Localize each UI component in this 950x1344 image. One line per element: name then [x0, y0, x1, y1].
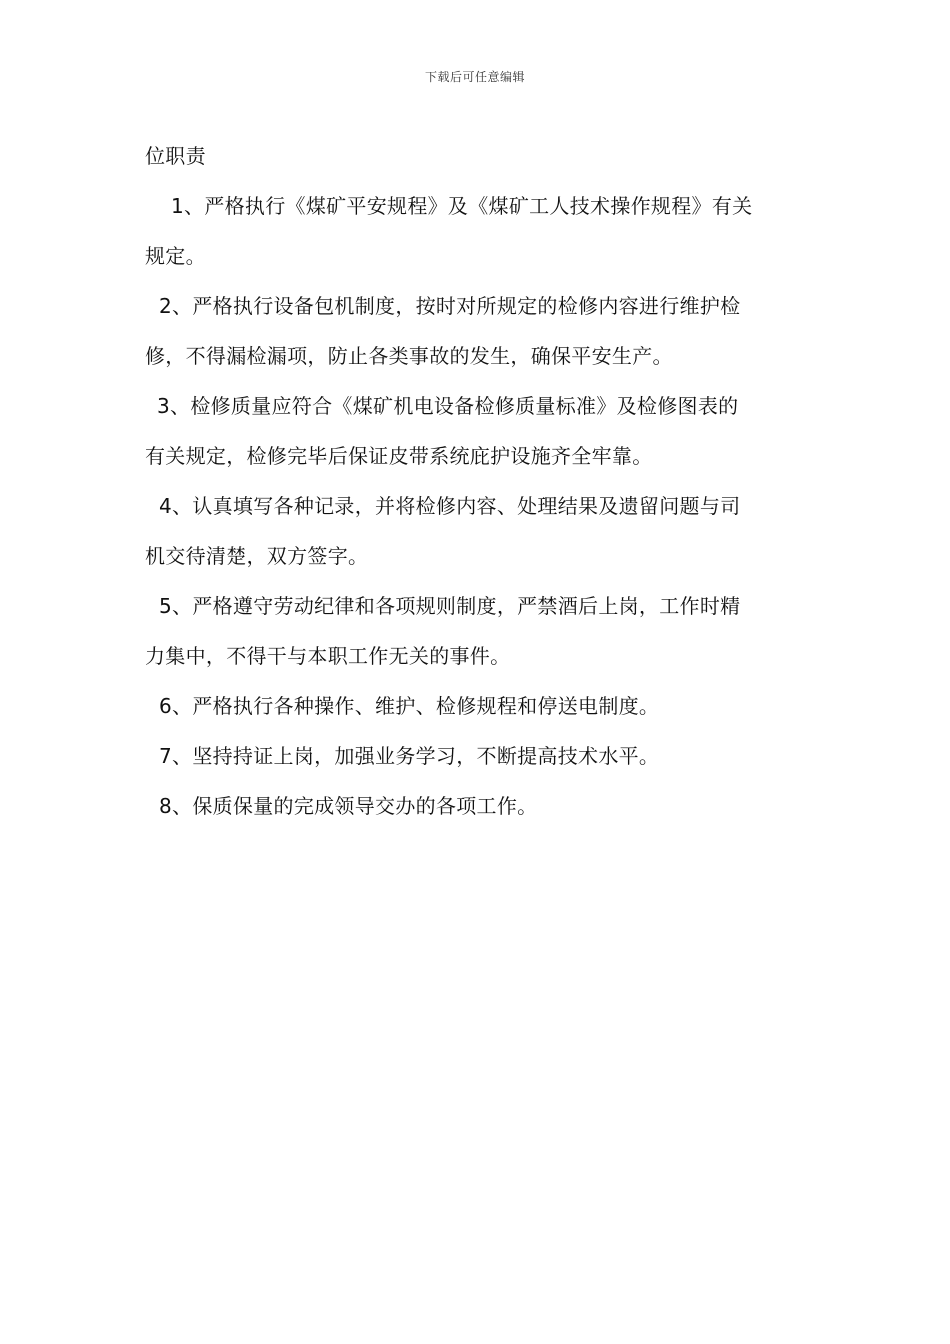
list-item-line: 有关规定，检修完毕后保证皮带系统庇护设施齐全牢靠。 — [145, 444, 653, 468]
list-item-line: 力集中，不得干与本职工作无关的事件。 — [145, 644, 511, 668]
document-body — [145, 131, 815, 831]
list-item-line: 修，不得漏检漏项，防止各类事故的发生，确保平安生产。 — [145, 344, 673, 368]
list-item-line: 4、认真填写各种记录，并将检修内容、处理结果及遗留问题与司 — [159, 494, 741, 518]
list-item-line: 2、严格执行设备包机制度，按时对所规定的检修内容进行维护检 — [159, 294, 741, 318]
list-item — [145, 481, 815, 581]
header-note: 下载后可任意编辑 — [424, 70, 525, 84]
document-title: 位职责 — [145, 144, 206, 168]
list-item — [145, 381, 815, 481]
list-item-line: 7、坚持持证上岗，加强业务学习，不断提高技术水平。 — [159, 744, 660, 768]
list-item — [145, 781, 815, 831]
list-item-line: 1、严格执行《煤矿平安规程》及《煤矿工人技术操作规程》有关 — [171, 194, 753, 218]
list-item-line: 5、严格遵守劳动纪律和各项规则制度，严禁酒后上岗，工作时精 — [159, 594, 741, 618]
list-item-line: 规定。 — [145, 244, 206, 268]
list-item — [145, 181, 815, 281]
list-item — [145, 581, 815, 681]
list-item-line: 机交待清楚，双方签字。 — [145, 544, 369, 568]
list-item — [145, 731, 815, 781]
list-item-line: 3、检修质量应符合《煤矿机电设备检修质量标准》及检修图表的 — [157, 394, 739, 418]
list-item — [145, 681, 815, 731]
list-item — [145, 281, 815, 381]
list-item-line: 6、严格执行各种操作、维护、检修规程和停送电制度。 — [159, 694, 660, 718]
list-item-line: 8、保质保量的完成领导交办的各项工作。 — [159, 794, 538, 818]
